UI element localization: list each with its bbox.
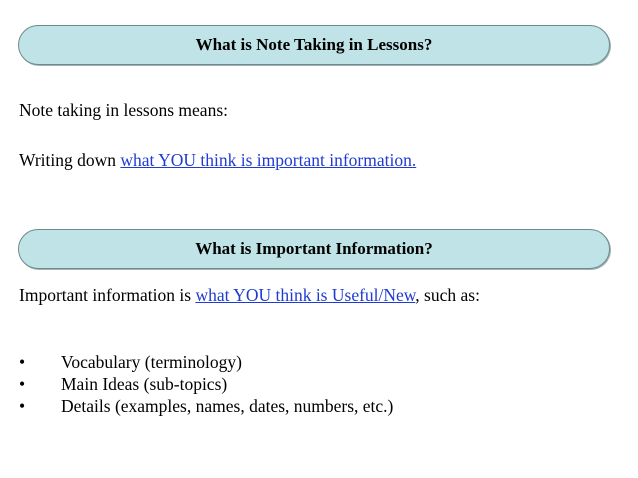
list-item-text: Vocabulary (terminology) (61, 352, 242, 372)
writing-definition (19, 150, 416, 171)
list-item (19, 351, 393, 373)
bullet-icon: • (19, 374, 26, 394)
useful-new-link[interactable]: what YOU think is Useful/New (195, 285, 416, 305)
list-item (19, 373, 393, 395)
heading-note-taking: What is Note Taking in Lessons? (195, 35, 433, 54)
heading-banner-important-information (18, 229, 610, 269)
bullet-list (19, 351, 393, 417)
important-information-link[interactable]: what YOU think is important information. (120, 150, 417, 170)
list-item-text: Main Ideas (sub-topics) (61, 374, 228, 394)
important-suffix: , such as: (415, 285, 480, 305)
heading-banner-note-taking (18, 25, 610, 65)
intro-text: Note taking in lessons means: (19, 100, 229, 120)
important-information-definition (19, 285, 480, 306)
list-item-text: Details (examples, names, dates, numbers, etc.) (61, 396, 394, 416)
bullet-icon: • (19, 396, 26, 416)
writing-prefix: Writing down (19, 150, 121, 170)
list-item (19, 395, 393, 417)
heading-important-information: What is Important Information? (195, 239, 433, 258)
important-prefix: Important information is (19, 285, 196, 305)
bullet-icon: • (19, 352, 26, 372)
